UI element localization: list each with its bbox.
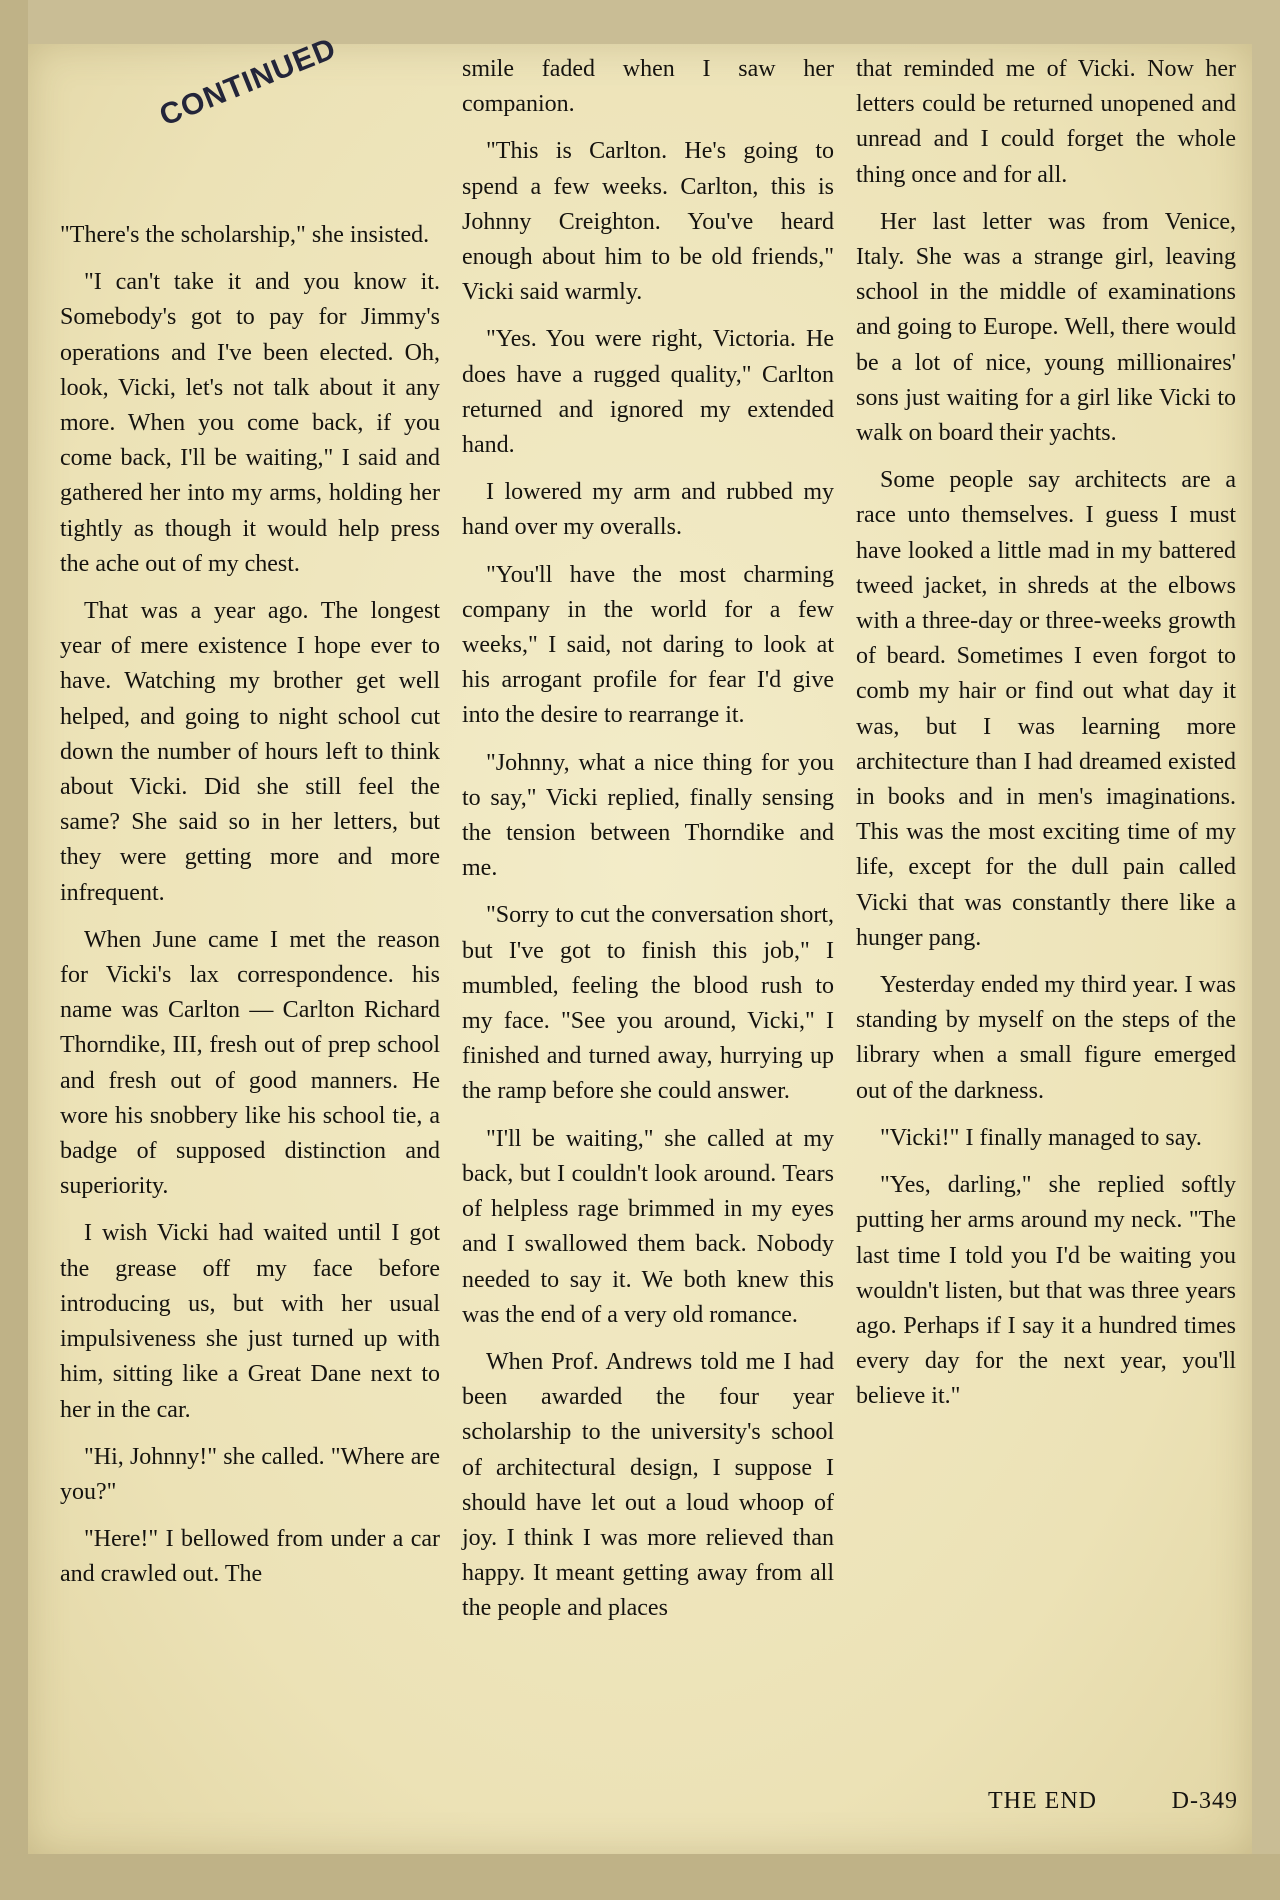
paragraph: "Johnny, what a nice thing for you to say," Vicki replied, finally sensing the tension between Thorndike and me.: [462, 749, 834, 882]
paragraph: "I can't take it and you know it. Somebody's got to pay for Jimmy's operations and I've been elected. Oh, look, Vicki, let's not talk about it any more. When you come back, if you come back, I'll be waiting," I said and gathered her into my arms, holding her tightly as though it would help press the ache out of my chest.: [60, 269, 440, 577]
paragraph: "There's the scholarship," she insisted.: [60, 222, 430, 248]
paragraph: "Yes. You were right, Victoria. He does have a rugged quality," Carlton returned and ignored my extended hand.: [462, 326, 834, 459]
paragraph: Some people say architects are a race unto themselves. I guess I must have looked a little mad in my battered tweed jacket, in shreds at the elbows with a three-day or three-weeks growth of beard. Sometimes I even forgot to comb my hair or find out what day it was, but I was learning more architecture than I had dreamed existed in books and in men's imaginations. This was the most exciting time of my life, except for the dull pain called Vicki that was constantly there like a hunger pang.: [856, 467, 1236, 951]
page-left-edge: [0, 0, 28, 1900]
text-column-3: [856, 52, 1236, 1427]
continued-heading: CONTINUED: [155, 31, 342, 133]
the-end-label: THE END: [988, 1788, 1097, 1814]
paragraph: "This is Carlton. He's going to spend a few weeks. Carlton, this is Johnny Creighton. You've heard enough about him to be old friends," Vicki said warmly.: [462, 138, 834, 306]
paragraph: smile faded when I saw her companion.: [462, 56, 834, 118]
paragraph: "Sorry to cut the conversation short, but I've got to finish this job," I mumbled, feeling the blood rush to my face. "See you around, Vicki," I finished and turned away, hurrying up the ramp before she could answer.: [462, 902, 834, 1105]
text-column-2: [462, 52, 834, 1639]
story-footer: [988, 1788, 1238, 1815]
paragraph: Yesterday ended my third year. I was standing by myself on the steps of the library when a small figure emerged out of the darkness.: [856, 972, 1236, 1104]
page-code: D-349: [1171, 1788, 1238, 1814]
text-column-1: [60, 218, 440, 1605]
paragraph: "Here!" I bellowed from under a car and crawled out. The: [60, 1526, 440, 1588]
paragraph: "You'll have the most charming company in the world for a few weeks," I said, not daring to look at his arrogant profile for fear I'd give into the desire to rearrange it.: [462, 561, 834, 729]
paragraph: That was a year ago. The longest year of mere existence I hope ever to have. Watching my brother get well helped, and going to night school cut down the number of hours left to think about Vicki. Did she still feel the same? She said so in her letters, but they were getting more and more infrequent.: [60, 598, 440, 906]
paragraph: "Yes, darling," she replied softly putting her arms around my neck. "The last time I told you I'd be waiting you wouldn't listen, but that was three years ago. Perhaps if I say it a hundred times every day for the next year, you'll believe it.": [856, 1172, 1236, 1410]
paragraph: "Hi, Johnny!" she called. "Where are you?": [60, 1443, 440, 1505]
paragraph: When June came I met the reason for Vicki's lax correspondence. his name was Carlton — Carlton Richard Thorndike, III, fresh out of prep school and fresh out of good manners. He wore his snobbery like his school tie, a badge of supposed distinction and superiority.: [60, 926, 440, 1200]
paragraph: When Prof. Andrews told me I had been awarded the four year scholarship to the university's school of architectural design, I suppose I should have let out a loud whoop of joy. I think I was more relieved than happy. It meant getting away from all the people and places: [462, 1348, 834, 1622]
paragraph: I lowered my arm and rubbed my hand over my overalls.: [462, 479, 834, 541]
paragraph: "I'll be waiting," she called at my back, but I couldn't look around. Tears of helpless rage brimmed in my eyes and I swallowed them back. Nobody needed to say it. We both knew this was the end of a very old romance.: [462, 1125, 834, 1328]
paragraph: I wish Vicki had waited until I got the grease off my face before introducing us, but with her usual impulsiveness she just turned up with him, sitting like a Great Dane next to her in the car.: [60, 1220, 440, 1423]
paragraph: that reminded me of Vicki. Now her letters could be returned unopened and unread and I could forget the whole thing once and for all.: [856, 56, 1236, 188]
paragraph: "Vicki!" I finally managed to say.: [880, 1124, 1202, 1151]
page-bottom-edge: [0, 1854, 1280, 1900]
paragraph: Her last letter was from Venice, Italy. She was a strange girl, leaving school in the middle of examinations and going to Europe. Well, there would be a lot of nice, young millionaires' sons just waiting for a girl like Vicki to walk on board their yachts.: [856, 208, 1236, 447]
